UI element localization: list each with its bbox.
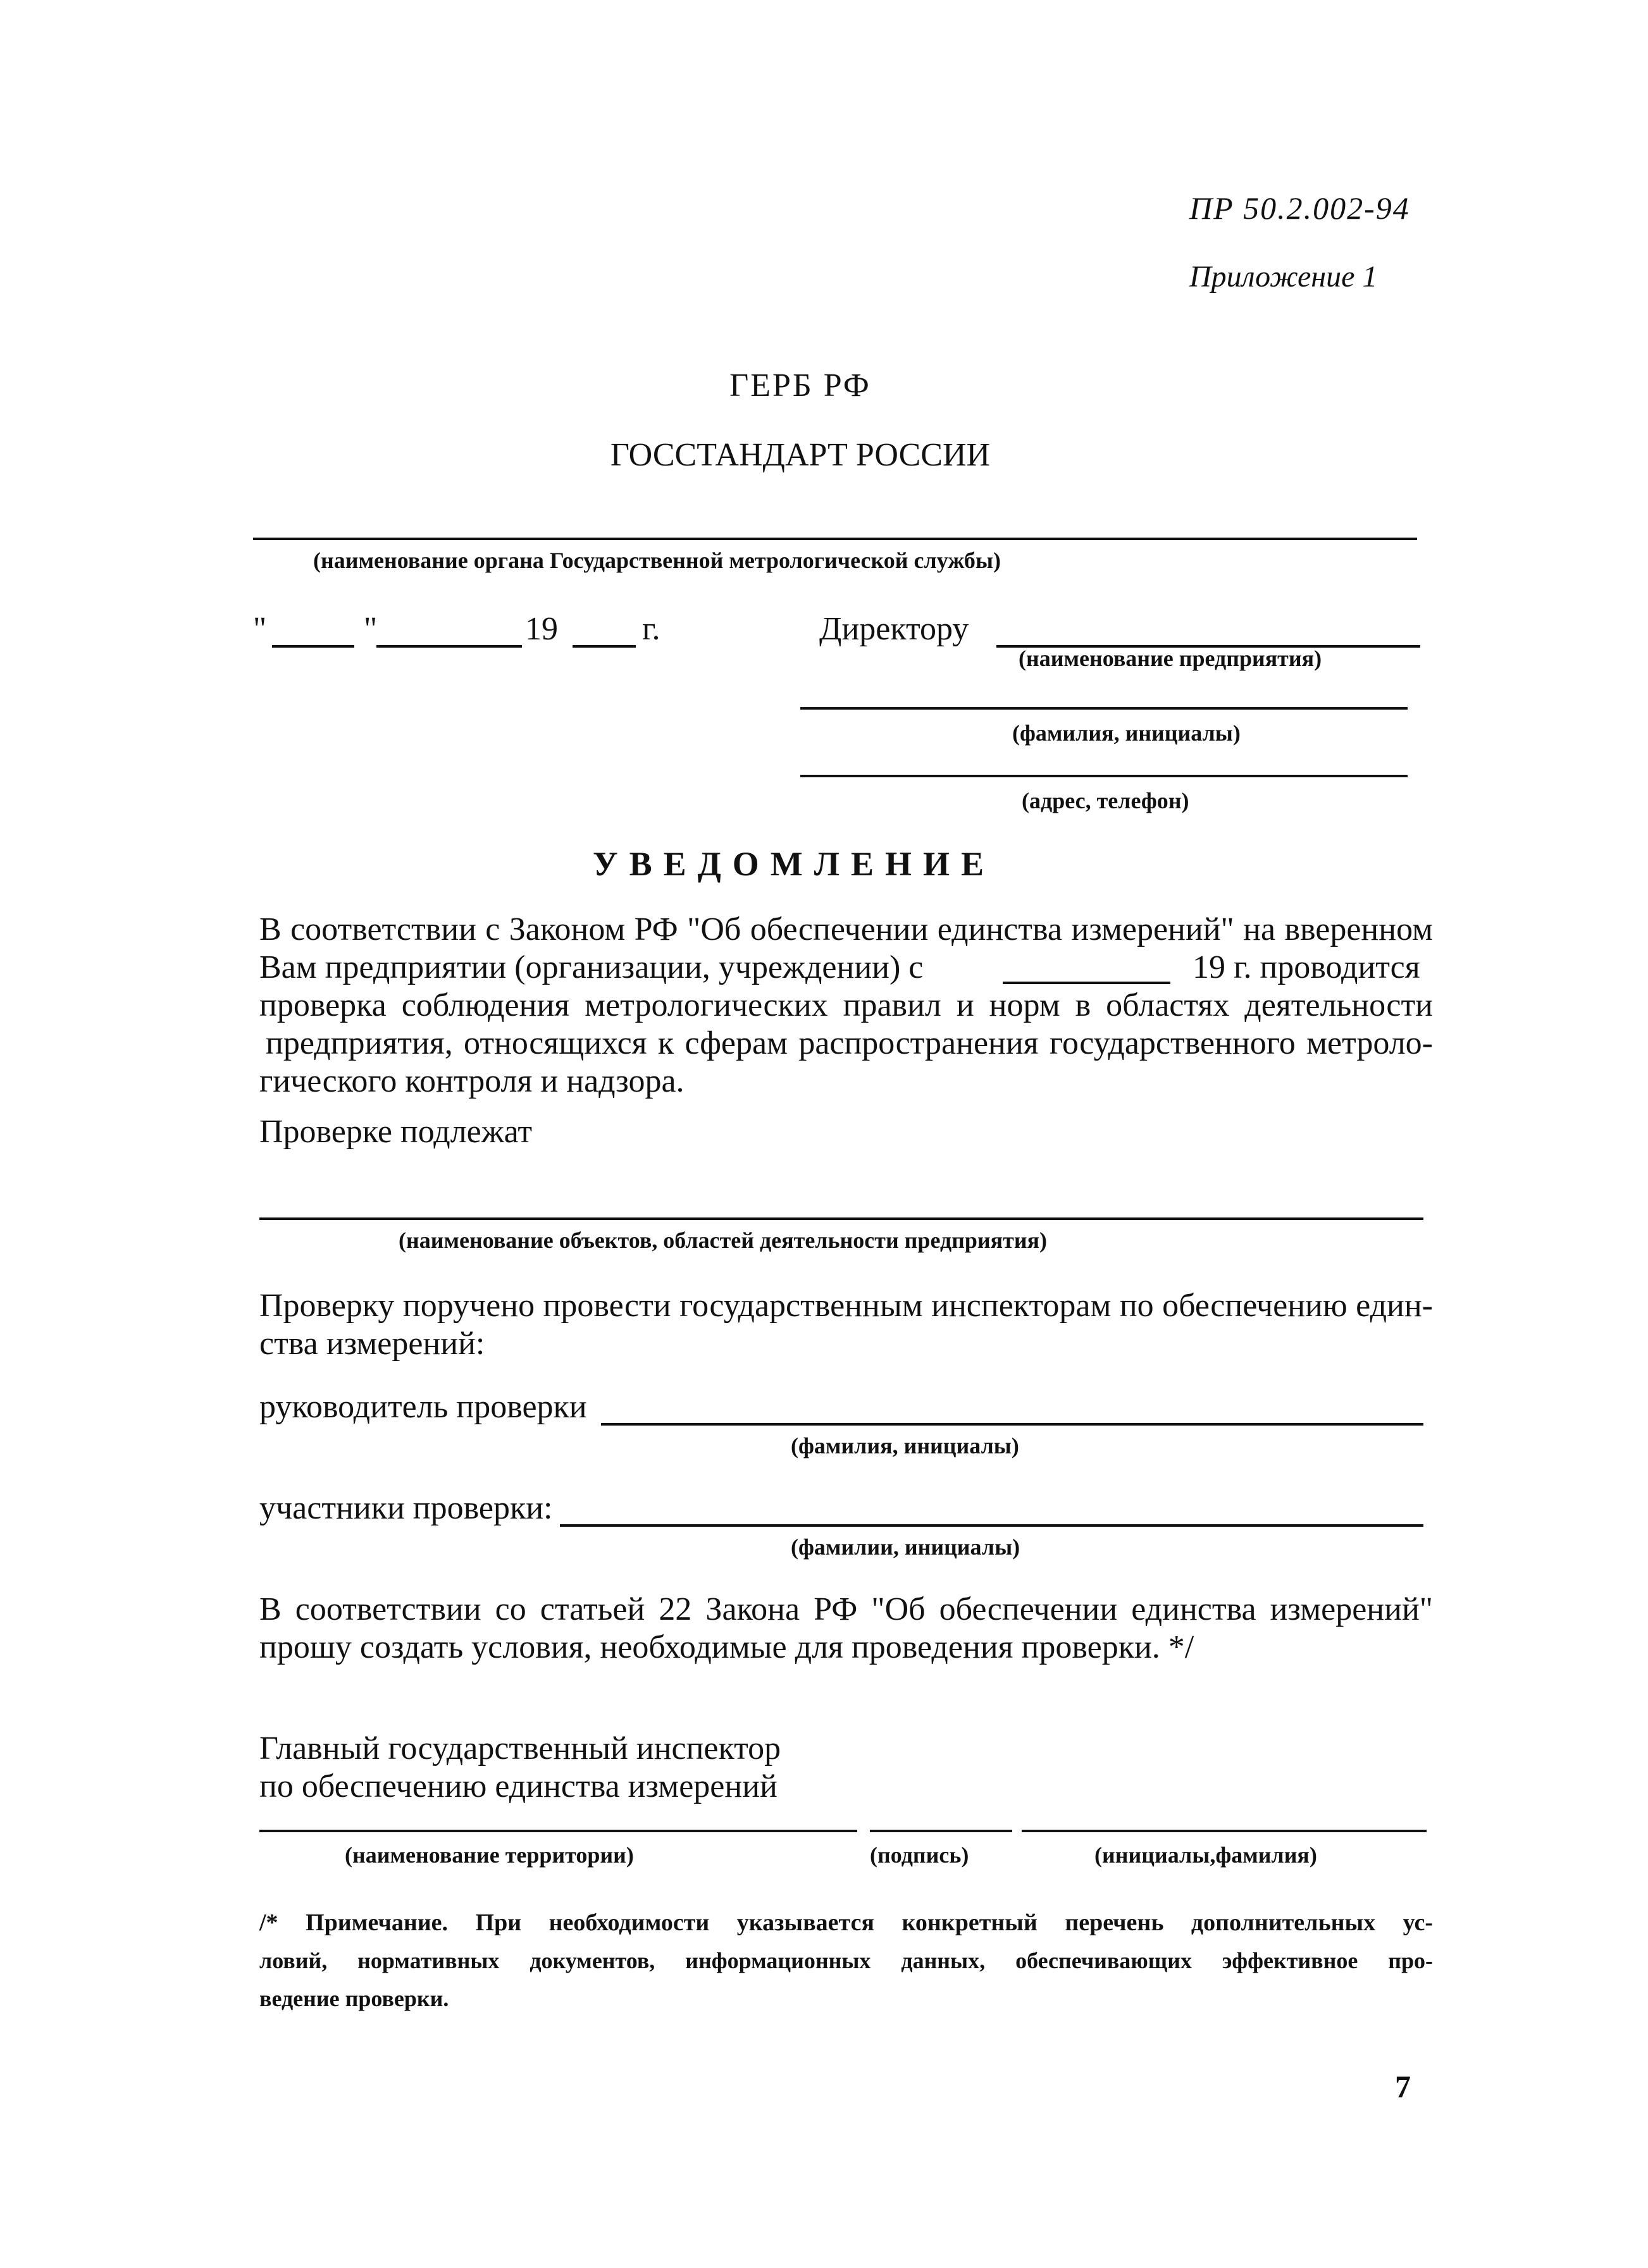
initials-blank[interactable] [1022,1830,1427,1832]
paragraph-1-line-3: проверка соблюдения метрологических правил и норм в областях деятельности [259,987,1433,1023]
signatory-block [259,1730,781,1806]
address-caption: (адрес, телефон) [1022,788,1189,813]
inspectors-line-2: ства измерений: [259,1326,485,1362]
paragraph-1-line-4: предприятия, относящихся к сферам распространения государственного метроло- [266,1025,1433,1061]
signatory-line-1: Главный государственный инспектор [259,1730,781,1766]
inspectors-paragraph [259,1287,1433,1363]
members-blank[interactable] [560,1524,1423,1527]
address-blank[interactable] [800,775,1408,777]
territory-blank[interactable] [259,1830,857,1832]
date-year-prefix: 19 [525,611,558,647]
document-code: ПР 50.2.002-94 [1189,190,1410,226]
leader-label: руководитель проверки [259,1389,587,1425]
director-name-blank[interactable] [800,707,1408,710]
request-paragraph [259,1591,1433,1667]
footnote-line-2: ловий, нормативных документов, информационных данных, обеспечивающих эффективное про- [259,1948,1433,1973]
footnote [259,1904,1433,2018]
director-name-caption: (фамилия, инициалы) [1012,720,1241,746]
enterprise-name-caption: (наименование предприятия) [1019,646,1322,671]
paragraph-1-line-2b: 19 г. проводится [1193,949,1420,985]
signatory-line-2: по обеспечению единства измерений [259,1768,778,1804]
date-quote-open: " [253,611,267,647]
paragraph-1-line-1: В соответствии с Законом РФ "Об обеспечении единства измерений" на вверенном [259,911,1433,947]
subject-label: Проверке подлежат [259,1114,533,1150]
leader-caption: (фамилия, инициалы) [791,1433,1019,1458]
leader-blank[interactable] [601,1423,1423,1426]
date-year-suffix: г. [642,611,660,647]
paragraph-1 [259,911,1433,1100]
date-month-blank[interactable] [376,645,522,648]
initials-caption: (инициалы,фамилия) [1094,1842,1317,1868]
territory-caption: (наименование территории) [345,1842,634,1868]
footnote-line-1: /* Примечание. При необходимости указывается конкретный перечень дополнительных ус- [259,1909,1433,1936]
org-name-blank[interactable] [253,538,1417,540]
paragraph-1-line-5: гического контроля и надзора. [259,1063,685,1099]
members-caption: (фамилии, инициалы) [791,1534,1020,1560]
date-day-blank[interactable] [272,645,354,648]
start-date-blank[interactable] [1003,982,1170,984]
request-line-2: прошу создать условия, необходимые для проведения проверки. */ [259,1629,1194,1665]
signature-caption: (подпись) [870,1842,969,1868]
request-line-1: В соответствии со статьей 22 Закона РФ "Об обеспечении единства измерений" [259,1591,1433,1627]
inspectors-line-1: Проверку поручено провести государственным инспекторам по обеспечению един- [259,1288,1433,1324]
organization-name: ГОССТАНДАРТ РОССИИ [610,437,991,473]
page-number: 7 [1395,2069,1411,2104]
date-quote-close: " [364,611,378,647]
subject-blank[interactable] [259,1217,1423,1220]
emblem-label: ГЕРБ РФ [729,367,871,404]
date-year-blank[interactable] [573,645,636,648]
appendix-label: Приложение 1 [1189,260,1378,293]
notice-title: УВЕДОМЛЕНИЕ [592,845,996,883]
subject-caption: (наименование объектов, областей деятельности предприятия) [399,1228,1048,1253]
org-name-caption: (наименование органа Государственной метрологической службы) [313,548,1001,573]
members-label: участники проверки: [259,1490,553,1526]
addressee-label: Директору [819,611,969,647]
signature-blank[interactable] [870,1830,1012,1832]
paragraph-1-line-2a: Вам предприятии (организации, учреждении) с [259,949,924,985]
footnote-line-3: ведение проверки. [259,1986,449,2011]
